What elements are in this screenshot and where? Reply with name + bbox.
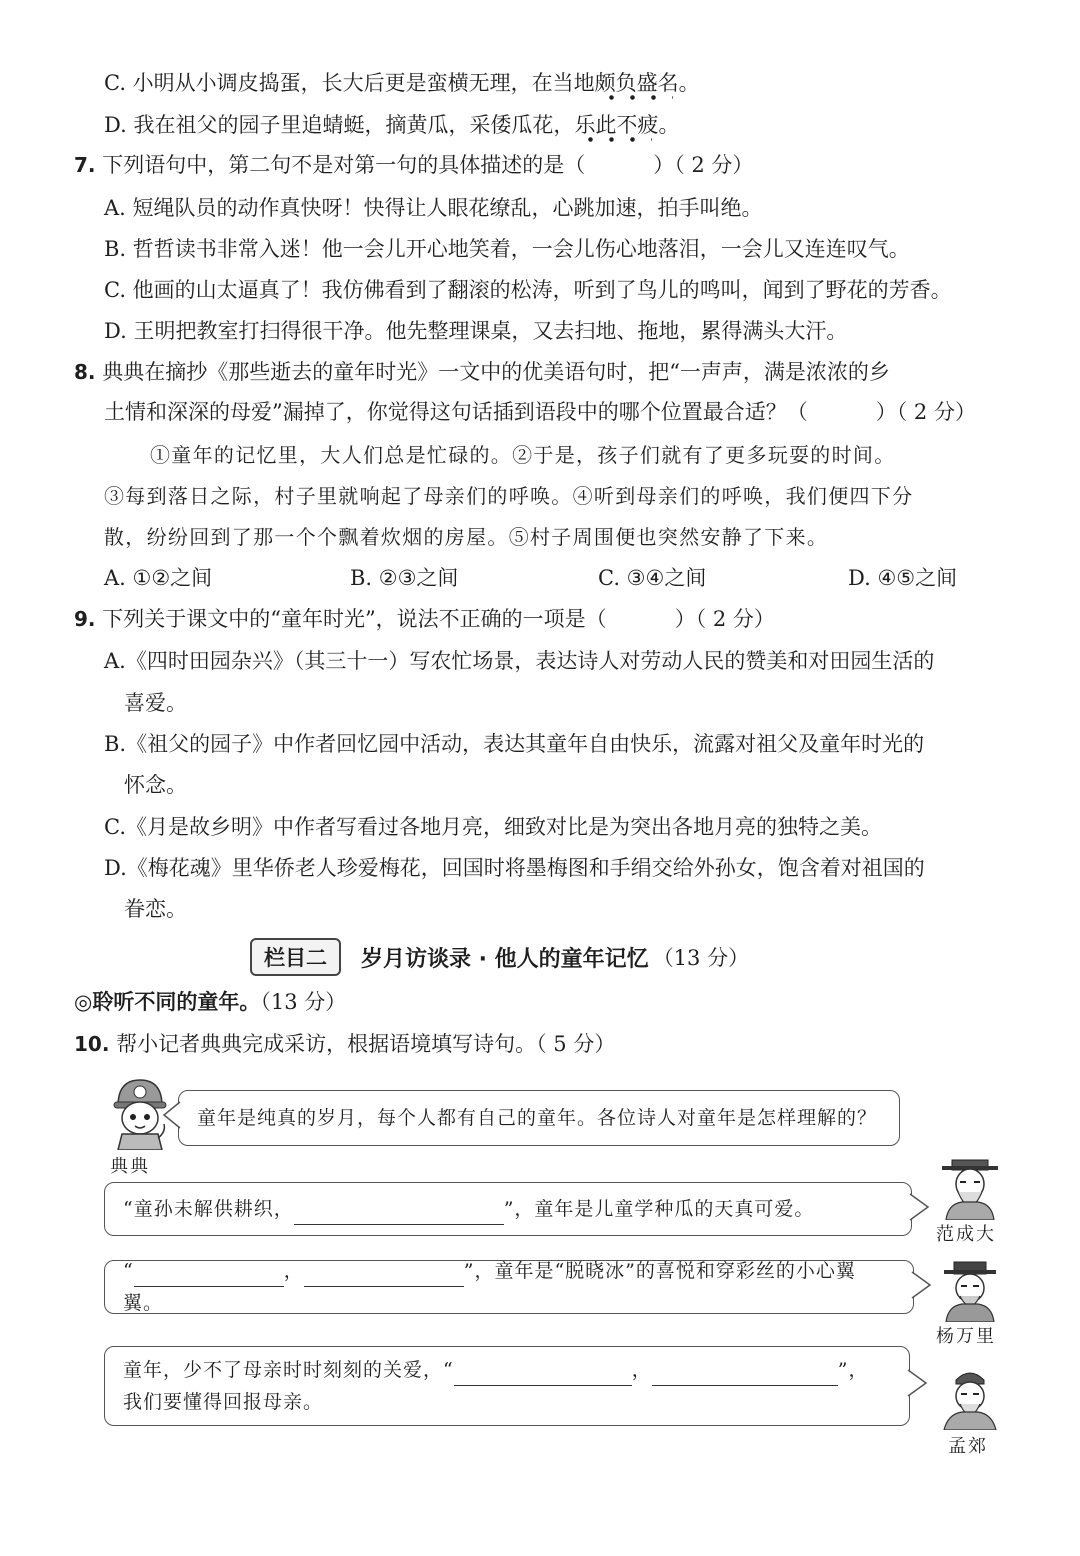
poet3-speech-line2: 我们要懂得回报母亲。 (123, 1391, 324, 1413)
poet3-bubble-tail (906, 1368, 928, 1398)
q8-passage-line1: ①童年的记忆里，大人们总是忙碌的。②于是，孩子们就有了更多玩耍的时间。 (150, 443, 896, 467)
q9-option-d-line1: D.《梅花魂》里华侨老人珍爱梅花，回国时将墨梅图和手绢交给外孙女，饱含着对祖国的 (104, 856, 925, 880)
poet3-answer-blank-1[interactable] (454, 1361, 632, 1386)
q6-option-c (104, 68, 700, 98)
q7-option-a: A. 短绳队员的动作真快呀！快得让人眼花缭乱，心跳加速，拍手叫绝。 (104, 196, 763, 220)
q8-stem-text2: 土情和深深的母爱”漏掉了，你觉得这句话插到语段中的哪个位置最合适？（ (104, 400, 808, 424)
q9-option-c: C.《月是故乡明》中作者写看过各地月亮，细致对比是为突出各地月亮的独特之美。 (104, 815, 882, 839)
q8-stem-line2 (104, 397, 976, 427)
poet3-name: 孟郊 (948, 1436, 988, 1457)
poet1-text-end: ”，童年是儿童学种瓜的天真可爱。 (503, 1198, 815, 1220)
poet1-avatar (938, 1158, 1002, 1224)
q9-stem (74, 604, 775, 634)
poet2-avatar (938, 1260, 1002, 1326)
q8-passage-line2: ③每到落日之际，村子里就响起了母亲们的呼唤。④听到母亲们的呼唤，我们便四下分 (104, 484, 914, 508)
poet2-name: 杨万里 (936, 1326, 996, 1347)
reporter-name: 典典 (110, 1156, 150, 1177)
q9-option-b-line1: B.《祖父的园子》中作者回忆园中活动，表达其童年自由快乐，流露对祖父及童年时光的 (104, 732, 925, 756)
q9-option-a-line1: A.《四时田园杂兴》（其三十一）写农忙场景，表达诗人对劳动人民的赞美和对田园生活的 (104, 649, 935, 673)
q6-option-d-text: D. 我在祖父的园子里追蜻蜓，摘黄瓜，采倭瓜花， (104, 113, 575, 137)
q8-option-d: D. ④⑤之间 (848, 566, 958, 590)
poet3-text-end: ”， (837, 1359, 869, 1381)
q10-number: 10. (74, 1032, 110, 1056)
sub-heading (74, 987, 346, 1017)
poet2-text-start: “ (123, 1260, 134, 1282)
q6-option-c-dotted: 颇负盛名 (594, 71, 679, 95)
reporter-speech-bubble (178, 1090, 900, 1146)
q6-option-d (104, 110, 679, 140)
reporter-speech-text: 童年是纯真的岁月，每个人都有自己的童年。各位诗人对童年是怎样理解的？ (197, 1107, 878, 1129)
poet3-text-mid: ， (631, 1359, 652, 1381)
q8-option-a: A. ①②之间 (104, 566, 213, 590)
q7-number: 7. (74, 153, 96, 177)
q7-option-d: D. 王明把教室打扫得很干净。他先整理课桌，又去扫地、拖地，累得满头大汗。 (104, 319, 848, 343)
q10-stem-text: 帮小记者典典完成采访，根据语境填写诗句。（ 5 分） (116, 1032, 616, 1056)
poet3-text-start: 童年，少不了母亲时时刻刻的关爱，“ (123, 1359, 454, 1381)
q8-number: 8. (74, 360, 96, 384)
q8-points: ）（ 2 分） (875, 400, 976, 424)
poet2-answer-blank-1[interactable] (134, 1262, 284, 1287)
q9-option-d-line2: 眷恋。 (124, 897, 187, 921)
q8-stem-text1: 典典在摘抄《那些逝去的童年时光》一文中的优美语句时，把“一声声，满是浓浓的乡 (102, 360, 890, 384)
q9-stem-text: 下列关于课文中的“童年时光”，说法不正确的一项是（ (102, 607, 607, 631)
section-points: （13 分） (652, 946, 750, 970)
q7-stem-text: 下列语句中，第二句不是对第一句的具体描述的是（ (102, 153, 586, 177)
q8-stem-line1 (74, 357, 890, 387)
q9-number: 9. (74, 607, 96, 631)
poet2-speech-line (123, 1255, 895, 1319)
q8-option-c: C. ③④之间 (598, 566, 707, 590)
q10-stem (74, 1029, 615, 1059)
poet1-text-start: “童孙未解供耕织， (123, 1198, 294, 1220)
poet2-answer-blank-2[interactable] (304, 1262, 464, 1287)
q9-option-b-line2: 怀念。 (124, 773, 187, 797)
poet1-name: 范成大 (936, 1224, 996, 1245)
poet3-speech-line1 (123, 1354, 891, 1386)
poet3-avatar (938, 1366, 1002, 1434)
q7-points: ）（ 2 分） (653, 153, 754, 177)
sub-heading-title: ◎聆听不同的童年。 (74, 990, 261, 1014)
section-tag: 栏目二 (250, 938, 341, 976)
q9-option-a-line2: 喜爱。 (124, 691, 187, 715)
sub-heading-points: （13 分） (260, 990, 347, 1014)
reporter-bubble-tail (162, 1100, 182, 1130)
poet2-bubble-tail (910, 1270, 932, 1300)
poet1-speech-line (123, 1193, 893, 1225)
poet3-answer-blank-2[interactable] (652, 1361, 838, 1386)
poet3-speech-bubble (104, 1346, 910, 1426)
q6-option-d-dotted: 乐此不疲 (574, 113, 659, 137)
q7-option-c: C. 他画的山太逼真了！我仿佛看到了翻滚的松涛，听到了鸟儿的鸣叫，闻到了野花的芳香。 (104, 278, 952, 302)
poet2-text-end: ”，童年是“脱晓冰”的喜悦和穿彩丝的小心翼翼。 (123, 1260, 856, 1314)
section-header (250, 938, 749, 976)
q8-option-b: B. ②③之间 (350, 566, 459, 590)
q7-stem (74, 150, 753, 180)
poet2-text-mid: ， (283, 1260, 304, 1282)
section-title: 岁月访谈录 · 他人的童年记忆 (361, 946, 649, 972)
q6-option-d-end: 。 (658, 113, 680, 137)
q9-points: ）（ 2 分） (674, 607, 775, 631)
q7-option-b: B. 哲哲读书非常入迷！他一会儿开心地笑着，一会儿伤心地落泪，一会儿又连连叹气。 (104, 237, 910, 261)
poet2-speech-bubble (104, 1260, 914, 1314)
poet1-answer-blank[interactable] (294, 1200, 504, 1225)
poet1-speech-bubble (104, 1182, 912, 1236)
q6-option-c-text: C. 小明从小调皮捣蛋，长大后更是蛮横无理，在当地 (104, 71, 595, 95)
q6-option-c-end: 。 (678, 71, 700, 95)
q8-passage-line3: 散，纷纷回到了那一个个飘着炊烟的房屋。⑤村子周围便也突然安静了下来。 (104, 525, 829, 549)
poet1-bubble-tail (908, 1192, 930, 1222)
